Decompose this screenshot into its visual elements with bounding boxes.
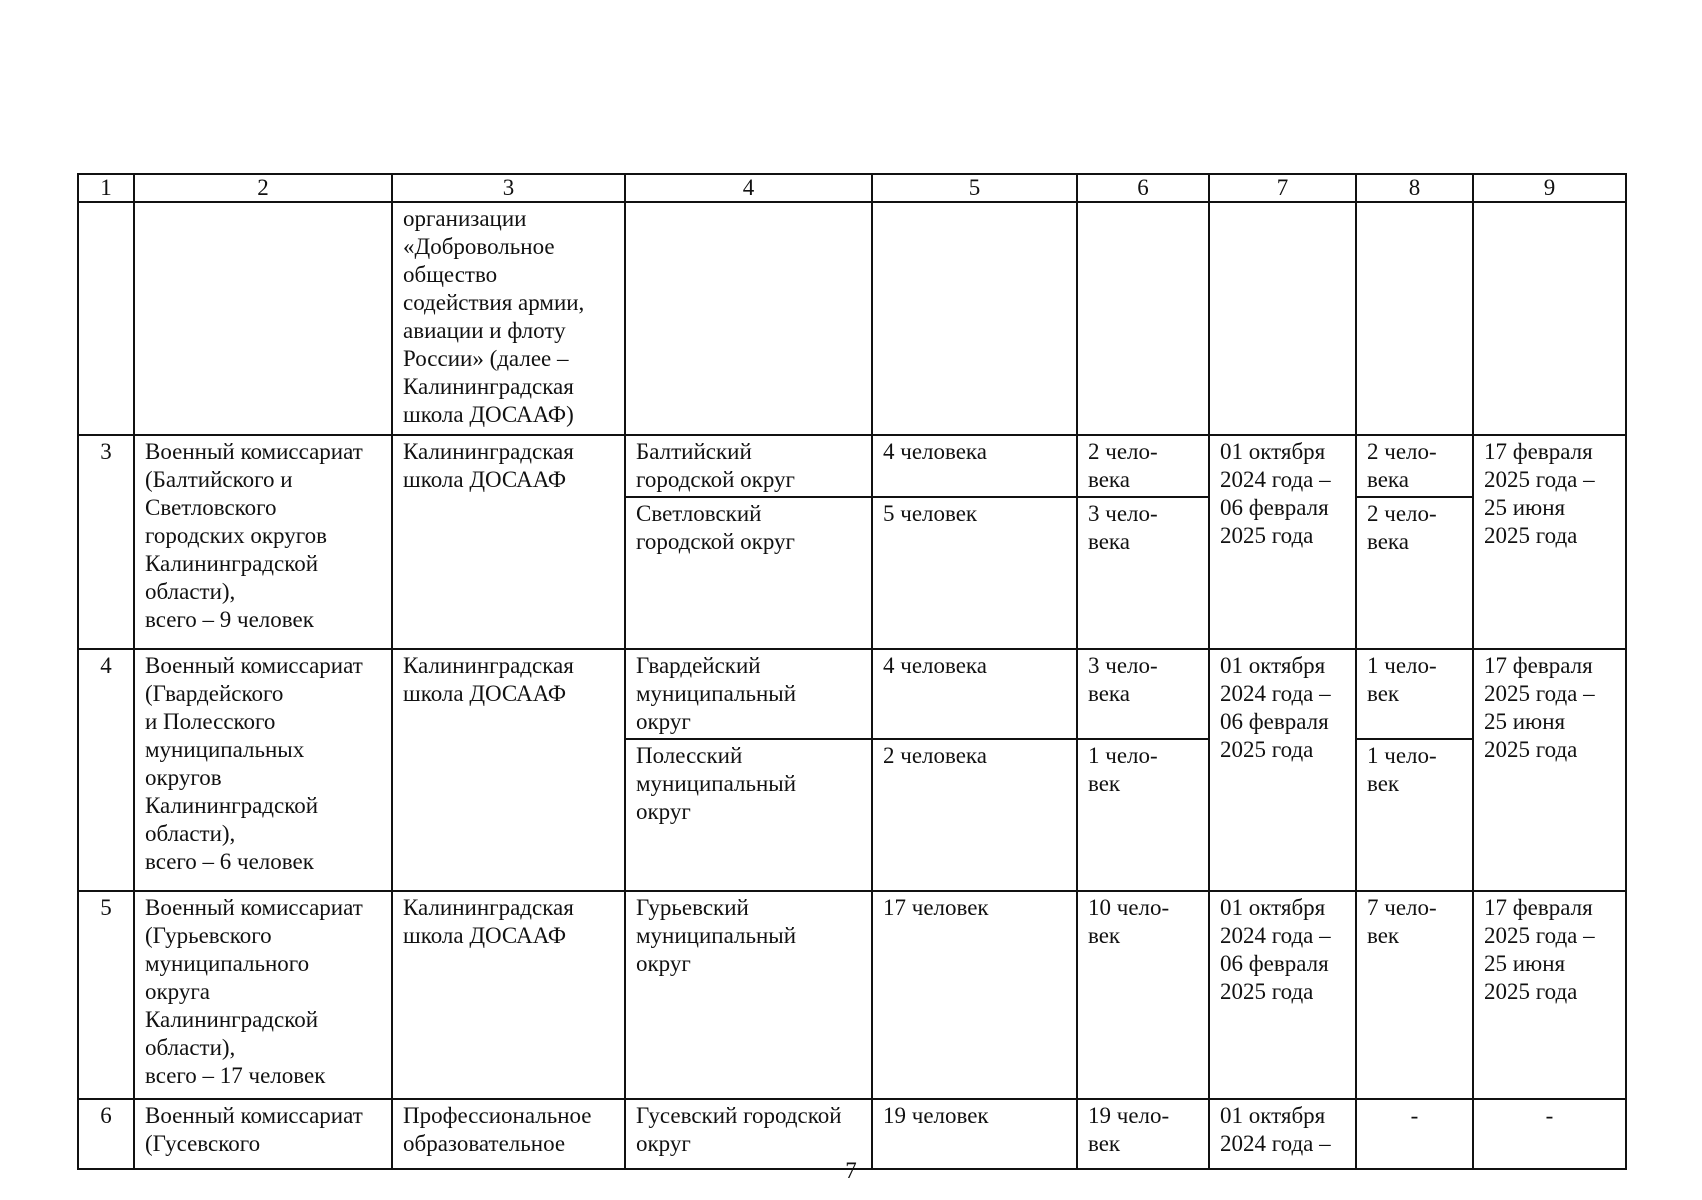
- school-name-continuation: организации «Добровольное общество содействия армии, авиации и флоту России» (далее – Калининградская школа ДОСААФ): [392, 202, 625, 435]
- count-cell: 2 чело- века: [1077, 435, 1209, 497]
- column-header: 7: [1209, 174, 1356, 202]
- district-cell: Гурьевский муниципальный округ: [625, 891, 872, 1099]
- empty-cell: [1077, 202, 1209, 435]
- page-number: 7: [845, 1158, 857, 1183]
- column-header: 6: [1077, 174, 1209, 202]
- column-number-row: [78, 174, 1626, 202]
- table-row: [78, 435, 1626, 497]
- district-cell: Светловский городской округ: [625, 497, 872, 649]
- commissariat-cell: Военный комиссариат (Гвардейского и Полесского муниципальных округов Калининградской области), всего – 6 человек: [134, 649, 392, 891]
- table-row: [78, 891, 1626, 1099]
- total-cell: 2 человека: [872, 739, 1077, 891]
- row-number: 4: [78, 649, 134, 891]
- column-header: 5: [872, 174, 1077, 202]
- column-header: 2: [134, 174, 392, 202]
- district-cell: Гусевский городской округ: [625, 1099, 872, 1169]
- empty-cell: [78, 202, 134, 435]
- empty-cell: [872, 202, 1077, 435]
- count-cell: 3 чело- века: [1077, 497, 1209, 649]
- row-number: 6: [78, 1099, 134, 1169]
- empty-cell: [134, 202, 392, 435]
- column-header: 4: [625, 174, 872, 202]
- school-cell: Калининградская школа ДОСААФ: [392, 435, 625, 649]
- total-cell: 19 человек: [872, 1099, 1077, 1169]
- count-cell: 7 чело- век: [1356, 891, 1473, 1099]
- column-header: 3: [392, 174, 625, 202]
- period-cell: 17 февраля 2025 года – 25 июня 2025 года: [1473, 435, 1626, 649]
- period-cell: 01 октября 2024 года –: [1209, 1099, 1356, 1169]
- count-cell: -: [1356, 1099, 1473, 1169]
- period-cell: 01 октября 2024 года – 06 февраля 2025 года: [1209, 649, 1356, 891]
- count-cell: 10 чело- век: [1077, 891, 1209, 1099]
- district-cell: Балтийский городской округ: [625, 435, 872, 497]
- period-cell: 17 февраля 2025 года – 25 июня 2025 года: [1473, 649, 1626, 891]
- district-cell: Полесский муниципальный округ: [625, 739, 872, 891]
- count-cell: 1 чело- век: [1356, 739, 1473, 891]
- school-cell: Калининградская школа ДОСААФ: [392, 649, 625, 891]
- count-cell: 1 чело- век: [1077, 739, 1209, 891]
- total-cell: 4 человека: [872, 435, 1077, 497]
- row-number: 5: [78, 891, 134, 1099]
- district-cell: Гвардейский муниципальный округ: [625, 649, 872, 739]
- commissariat-cell: Военный комиссариат (Гурьевского муниципального округа Калининградской области), всего – 17 человек: [134, 891, 392, 1099]
- count-cell: 3 чело- века: [1077, 649, 1209, 739]
- table-row: [78, 649, 1626, 739]
- period-cell: 17 февраля 2025 года – 25 июня 2025 года: [1473, 891, 1626, 1099]
- commissariat-cell: Военный комиссариат (Балтийского и Светловского городских округов Калининградской области), всего – 9 человек: [134, 435, 392, 649]
- count-cell: 1 чело- век: [1356, 649, 1473, 739]
- total-cell: 4 человека: [872, 649, 1077, 739]
- column-header: 1: [78, 174, 134, 202]
- empty-cell: [1209, 202, 1356, 435]
- column-header: 8: [1356, 174, 1473, 202]
- allocation-table: [77, 173, 1627, 1170]
- commissariat-cell: Военный комиссариат (Гусевского: [134, 1099, 392, 1169]
- period-cell: -: [1473, 1099, 1626, 1169]
- continuation-row: [78, 202, 1626, 435]
- count-cell: 19 чело- век: [1077, 1099, 1209, 1169]
- column-header: 9: [1473, 174, 1626, 202]
- empty-cell: [625, 202, 872, 435]
- total-cell: 5 человек: [872, 497, 1077, 649]
- total-cell: 17 человек: [872, 891, 1077, 1099]
- empty-cell: [1356, 202, 1473, 435]
- period-cell: 01 октября 2024 года – 06 февраля 2025 года: [1209, 891, 1356, 1099]
- period-cell: 01 октября 2024 года – 06 февраля 2025 года: [1209, 435, 1356, 649]
- count-cell: 2 чело- века: [1356, 497, 1473, 649]
- row-number: 3: [78, 435, 134, 649]
- count-cell: 2 чело- века: [1356, 435, 1473, 497]
- empty-cell: [1473, 202, 1626, 435]
- school-cell: Профессиональное образовательное: [392, 1099, 625, 1169]
- school-cell: Калининградская школа ДОСААФ: [392, 891, 625, 1099]
